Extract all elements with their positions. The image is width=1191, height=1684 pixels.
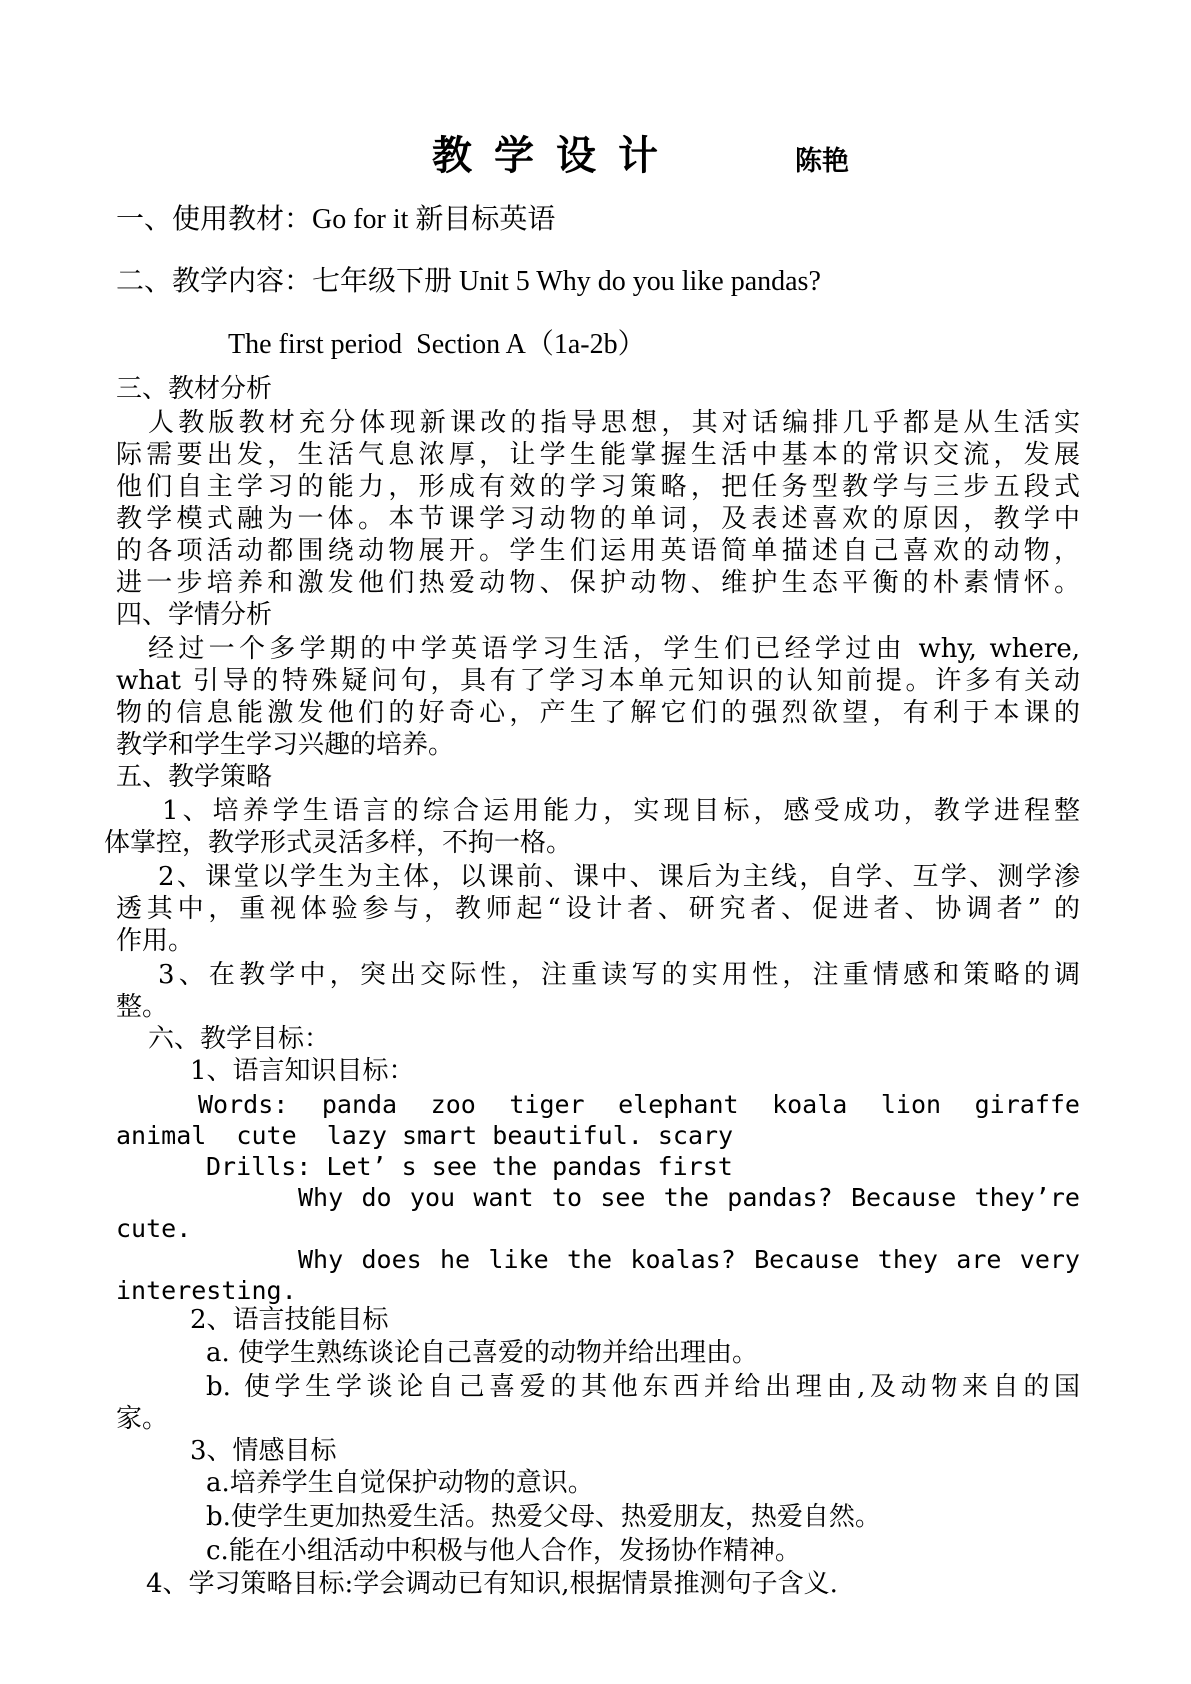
objective-item: b. 使学生学谈论自己喜爱的其他东西并给出理由,及动物来自的国 [206,1372,1080,1402]
drills-line: Why does he like the koalas? Because they are very [298,1245,1080,1274]
paragraph-line: 物的信息能激发他们的好奇心，产生了解它们的强烈欲望，有利于本课的 [116,698,1080,728]
subheading-language-skills: 2、语言技能目标 [190,1305,389,1335]
drills-line: Why do you want to see the pandas? Because they’re [298,1183,1080,1212]
subheading-language-knowledge: 1、语言知识目标： [190,1056,415,1086]
paragraph-line: 作用。 [116,926,195,956]
subheading-learning-strategy: 4、学习策略目标:学会调动已有知识,根据情景推测句子含义. [146,1569,838,1599]
section-materials: 一、使用教材：Go for it 新目标英语 [116,204,556,235]
heading-learner-analysis: 四、学情分析 [116,600,273,630]
period-line: The first period Section A（1a-2b） [228,329,646,360]
paragraph-line: 体掌控，教学形式灵活多样，不拘一格。 [104,828,573,858]
drills-line: interesting. [116,1276,297,1305]
objective-item: b.使学生更加热爱生活。热爱父母、热爱朋友，热爱自然。 [206,1502,881,1532]
section-content: 二、教学内容：七年级下册 Unit 5 Why do you like pandas? [116,266,821,297]
subheading-emotional-goals: 3、情感目标 [190,1436,337,1466]
objective-item: 家。 [116,1404,169,1434]
paragraph-line: 的各项活动都围绕动物展开。学生们运用英语简单描述自己喜欢的动物， [116,536,1080,566]
paragraph-line: 整。 [116,992,169,1022]
vocabulary-line: Words: panda zoo tiger elephant koala lion giraffe [198,1090,1080,1119]
drills-line: cute. [116,1214,192,1243]
paragraph-line: 教学模式融为一体。本节课学习动物的单词，及表述喜欢的原因，教学中 [116,504,1080,534]
objective-item: c.能在小组活动中积极与他人合作，发扬协作精神。 [206,1536,801,1566]
heading-textbook-analysis: 三、教材分析 [116,374,273,404]
heading-teaching-objectives: 六、教学目标： [148,1024,331,1054]
document-title: 教学设计 [432,132,680,179]
objective-item: a.培养学生自觉保护动物的意识。 [206,1468,594,1498]
heading-teaching-strategy: 五、教学策略 [116,762,273,792]
paragraph-line: 经过一个多学期的中学英语学习生活，学生们已经学过由 why, where, [148,634,1080,664]
paragraph-line: 2、课堂以学生为主体，以课前、课中、课后为主线，自学、互学、测学渗 [158,862,1080,892]
drills-line: Drills: Let’ s see the pandas first [206,1152,733,1181]
paragraph-line: 人教版教材充分体现新课改的指导思想，其对话编排几乎都是从生活实 [148,408,1080,438]
objective-item: a. 使学生熟练谈论自己喜爱的动物并给出理由。 [206,1338,759,1368]
paragraph-line: 进一步培养和激发他们热爱动物、保护动物、维护生态平衡的朴素情怀。 [116,568,1080,598]
paragraph-line: 1、培养学生语言的综合运用能力，实现目标，感受成功，教学进程整 [162,796,1080,826]
author-name: 陈艳 [795,146,849,177]
paragraph-line: 他们自主学习的能力，形成有效的学习策略，把任务型教学与三步五段式 [116,472,1080,502]
paragraph-line: 3、在教学中，突出交际性，注重读写的实用性，注重情感和策略的调 [158,960,1080,990]
paragraph-line: 教学和学生学习兴趣的培养。 [116,730,455,760]
paragraph-line: 透其中，重视体验参与，教师起“设计者、研究者、促进者、协调者” 的 [116,894,1080,924]
paragraph-line: 际需要出发，生活气息浓厚，让学生能掌握生活中基本的常识交流，发展 [116,440,1080,470]
paragraph-line: what 引导的特殊疑问句，具有了学习本单元知识的认知前提。许多有关动 [116,666,1080,696]
vocabulary-line: animal cute lazy smart beautiful. scary [116,1121,734,1150]
